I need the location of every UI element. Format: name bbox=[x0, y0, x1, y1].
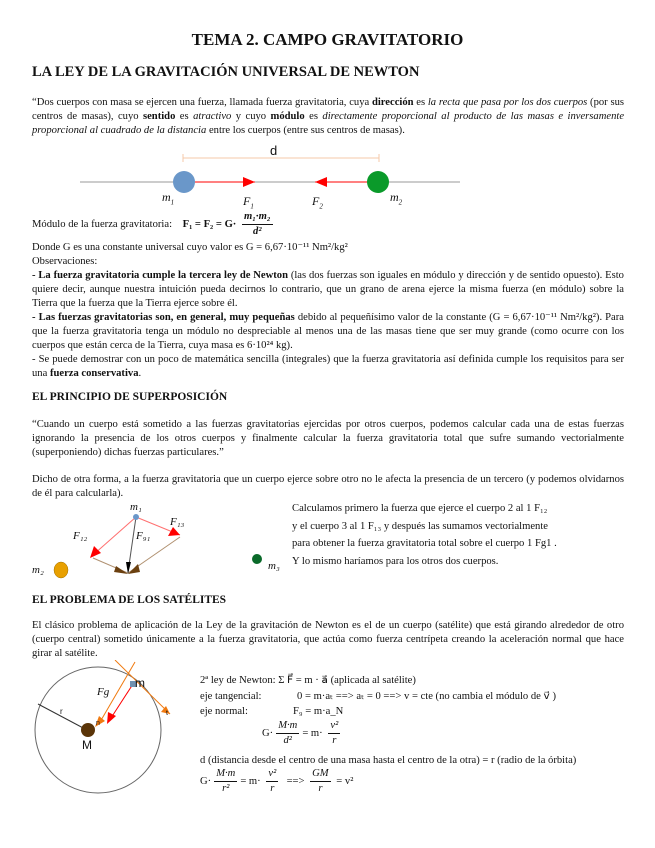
m1-label: $m_1$ bbox=[162, 190, 175, 207]
tangent-axis-label: t bbox=[166, 710, 168, 717]
mass-m3 bbox=[250, 552, 264, 566]
m2-label: $m_2$ bbox=[390, 190, 403, 207]
mass-m1 bbox=[133, 514, 139, 520]
distance-label: d bbox=[270, 143, 278, 158]
distance-equals-radius: d (distancia desde el centro de una masa hasta el centro de la otra) = r (radio de la órbita) bbox=[200, 755, 577, 766]
fg-label: Fg bbox=[97, 686, 110, 698]
quote-segment: es bbox=[175, 111, 194, 122]
quote-segment: (por sus centros de masas), cuyo bbox=[32, 97, 624, 122]
central-mass bbox=[81, 723, 95, 737]
quote-segment: atractivo bbox=[193, 111, 232, 122]
quote-segment: “Dos cuerpos con masa se ejercen una fuerza, llamada fuerza gravitatoria, cuya bbox=[32, 97, 372, 108]
observaciones-label: Observaciones: bbox=[32, 256, 98, 267]
quote-segment: es bbox=[413, 97, 428, 108]
section-heading-newton: LA LEY DE LA GRAVITACIÓN UNIVERSAL DE NEWTON bbox=[32, 64, 420, 80]
mass-m2 bbox=[367, 171, 389, 193]
observation-1: - La fuerza gravitatoria cumple la tercera ley de Newton (las dos fuerzas son iguales en módulo y dirección y de sentido opuesto). Esto quiere decir, aunque nuestra intuición pueda decirnos lo contrario, que un grano de arena ejerce la misma fuerza (en módulo) sobre la Tierra que la fuerza que la Tierra ejerce sobre él. bbox=[32, 270, 624, 309]
m3-label: m₃ bbox=[268, 560, 280, 572]
observation-2: - Las fuerzas gravitatorias son, en general, muy pequeñas debido al pequeñísimo valor de la constante (G = 6,67·10⁻¹¹ Nm²/kg²). Para que la fuerza gravitatoria tenga un módulo no despreciable al menos una de las masas tiene que ser muy grande (como ocurre con los cuerpos que están cerca de la Tierra, cuya masa es 6·10²⁴ kg). bbox=[32, 312, 624, 351]
newton-quote bbox=[32, 96, 624, 138]
superposition-steps bbox=[292, 500, 632, 570]
quote-segment: módulo bbox=[270, 111, 305, 122]
satellite-m-label: m bbox=[135, 676, 145, 690]
quote-segment: la recta que pasa por los dos cuerpos bbox=[427, 97, 588, 108]
quote-segment: entre los cuerpos (entre sus centros de masas). bbox=[206, 125, 405, 136]
orbital-velocity-equation: G· $\frac{M\cdot m}{\text{r²}}$ = m· $\frac{\text{v²}}{r}$ ==> $\frac{GM}{r}$ = v² bbox=[200, 768, 354, 794]
step-line: Y lo mismo haríamos para los otros dos cuerpos. bbox=[292, 555, 499, 567]
f12-label: F₁₂ bbox=[73, 530, 88, 542]
step-line: Calculamos primero la fuerza que ejerce el cuerpo 2 al 1 F₁₂ bbox=[292, 503, 548, 514]
fg-vector bbox=[111, 684, 133, 718]
g-constant-text: Donde G es una constante universal cuyo valor es G = 6,67·10⁻¹¹ Nm²/kg² bbox=[32, 242, 348, 253]
normal-axis-label: n bbox=[96, 720, 100, 727]
quote-segment: dirección bbox=[371, 97, 414, 108]
quote-segment: directamente proporcional al producto de las masas e inversamente proporcional al cuadrado de la distancia bbox=[32, 111, 625, 136]
quote-segment: y cuyo bbox=[231, 111, 271, 122]
step-line: para obtener la fuerza gravitatoria total sobre el cuerpo 1 Fg1 . bbox=[292, 538, 557, 549]
force-f1-arrow bbox=[243, 177, 255, 187]
f2-label: $F_2$ bbox=[312, 194, 323, 211]
mass-m1 bbox=[173, 171, 195, 193]
fg1-label: F₉₁ bbox=[136, 530, 151, 542]
satellite-intro: El clásico problema de aplicación de la Ley de la gravitación de Newton es el de un cuerpo (satélite) que está girando alrededor de otro (cuerpo central) sometido únicamente a la fuerza gravitatoria, que actúa como fuerza centrípeta creando la aceleración normal que hace girar al satélite. bbox=[32, 620, 624, 659]
observation-3: - Se puede demostrar con un poco de matemática sencilla (integrales) que la fuerza gravitatoria así definida cumple los requisitos para ser una fuerza conservativa. bbox=[32, 354, 624, 379]
superposition-quote: “Cuando un cuerpo está sometido a las fuerzas gravitatorias ejercidas por otros cuerpos, podemos calcular cada una de estas fuerzas ignorando la presencia de los otros cuerpos y finalmente calcular la fuerza gravitatoria total que sufre sumando vectorialmente (superponiendo) dichas fuerzas particulares.” bbox=[32, 419, 624, 458]
modulo-formula: Módulo de la fuerza gravitatoria: F₁ = F₂ = G· $\frac{\text{m₁·m₂}}{\text{d²}}$ bbox=[32, 211, 271, 237]
quote-segment: es bbox=[304, 111, 323, 122]
step-line: y el cuerpo 3 al 1 F₁₃ y después las sumamos vectorialmente bbox=[292, 520, 548, 532]
page-title: TEMA 2. CAMPO GRAVITATORIO bbox=[191, 30, 464, 49]
superposition-explanation: Dicho de otra forma, a la fuerza gravitatoria que un cuerpo ejerce sobre otro no le afecta la presencia de un tercero (y podemos olvidarnos de él para calcularla). bbox=[32, 474, 624, 499]
mass-m2 bbox=[54, 562, 68, 578]
tangential-equation: 0 = m·aₜ ==> aₜ = 0 ==> v = cte (no cambia el módulo de v⃗ ) bbox=[297, 691, 556, 702]
f1-label: $F_1$ bbox=[243, 194, 254, 211]
normal-equation: F₉ = m·a_N bbox=[293, 706, 344, 717]
m2-label: m₂ bbox=[32, 564, 44, 576]
superposition-diagram bbox=[30, 500, 290, 585]
central-m-label: M bbox=[82, 738, 92, 752]
force-f2-arrow bbox=[315, 177, 327, 187]
newton-second-law: 2ª ley de Newton: Σ F⃗ = m · a⃗ (aplicada al satélite) bbox=[200, 675, 416, 686]
gravity-centripetal-equation: G· $\frac{M\cdot m}{\text{d²}}$ = m· $\frac{\text{v²}}{r}$ bbox=[262, 720, 339, 746]
normal-label: eje normal: bbox=[200, 706, 248, 717]
tangential-label: eje tangencial: bbox=[200, 691, 262, 702]
satellite-orbit-diagram bbox=[25, 660, 195, 800]
radius-label: r bbox=[60, 707, 63, 716]
section-heading-satelites: EL PROBLEMA DE LOS SATÉLITES bbox=[32, 594, 227, 606]
quote-segment: sentido bbox=[142, 111, 176, 122]
f13-label: F₁₃ bbox=[170, 516, 185, 528]
f12-line bbox=[93, 517, 136, 555]
section-heading-superposicion: EL PRINCIPIO DE SUPERPOSICIÓN bbox=[32, 391, 228, 403]
m1-label: m₁ bbox=[130, 501, 142, 513]
